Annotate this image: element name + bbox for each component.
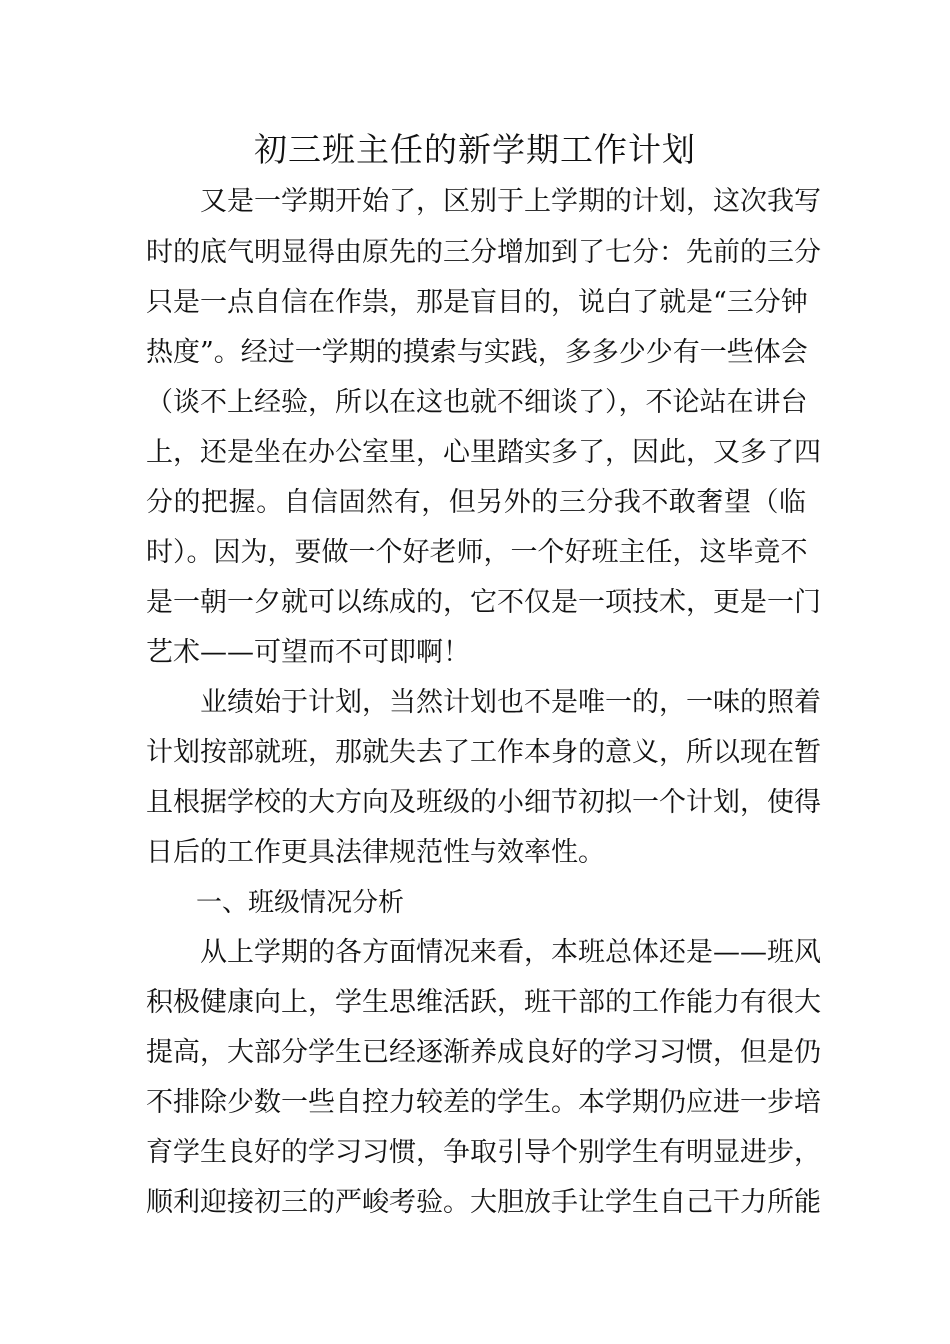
paragraph-1-line: 是一朝一夕就可以练成的，它不仅是一项技术，更是一门: [146, 587, 821, 618]
paragraph-1-line: 又是一学期开始了，区别于上学期的计划，这次我写: [200, 186, 821, 217]
paragraph-1-line: （谈不上经验，所以在这也就不细谈了），不论站在讲台: [146, 387, 808, 418]
paragraph-3-line: 顺利迎接初三的严峻考验。大胆放手让学生自己干力所能: [146, 1187, 821, 1218]
paragraph-2-line: 且根据学校的大方向及班级的小细节初拟一个计划，使得: [146, 787, 821, 818]
paragraph-2-line: 日后的工作更具法律规范性与效率性。: [146, 837, 605, 868]
paragraph-1-line: 艺术——可望而不可即啊！: [146, 637, 470, 668]
paragraph-1-line: 时）。因为，要做一个好老师，一个好班主任，这毕竟不: [146, 537, 808, 568]
paragraph-3-line: 积极健康向上，学生思维活跃，班干部的工作能力有很大: [146, 987, 821, 1018]
paragraph-1-line: 只是一点自信在作祟，那是盲目的，说白了就是“三分钟: [146, 287, 808, 318]
paragraph-3-line: 育学生良好的学习习惯，争取引导个别学生有明显进步，: [146, 1137, 821, 1168]
paragraph-1-line: 上，还是坐在办公室里，心里踏实多了，因此，又多了四: [146, 437, 821, 468]
paragraph-1-line: 热度”。经过一学期的摸索与实践，多多少少有一些体会: [146, 337, 808, 368]
paragraph-3-line: 提高，大部分学生已经逐渐养成良好的学习习惯，但是仍: [146, 1037, 821, 1068]
paragraph-1-line: 分的把握。自信固然有，但另外的三分我不敢奢望（临: [146, 487, 806, 518]
paragraph-2-line: 计划按部就班，那就失去了工作本身的意义，所以现在暂: [146, 737, 821, 768]
paragraph-3-line: 不排除少数一些自控力较差的学生。本学期仍应进一步培: [146, 1087, 821, 1118]
paragraph-3-line: 从上学期的各方面情况来看，本班总体还是——班风: [200, 937, 821, 968]
paragraph-2-line: 业绩始于计划，当然计划也不是唯一的，一味的照着: [200, 687, 821, 718]
section-heading: 一、班级情况分析: [196, 888, 405, 918]
paragraph-1-line: 时的底气明显得由原先的三分增加到了七分：先前的三分: [146, 237, 821, 268]
document-title: 初三班主任的新学期工作计划: [254, 130, 696, 169]
